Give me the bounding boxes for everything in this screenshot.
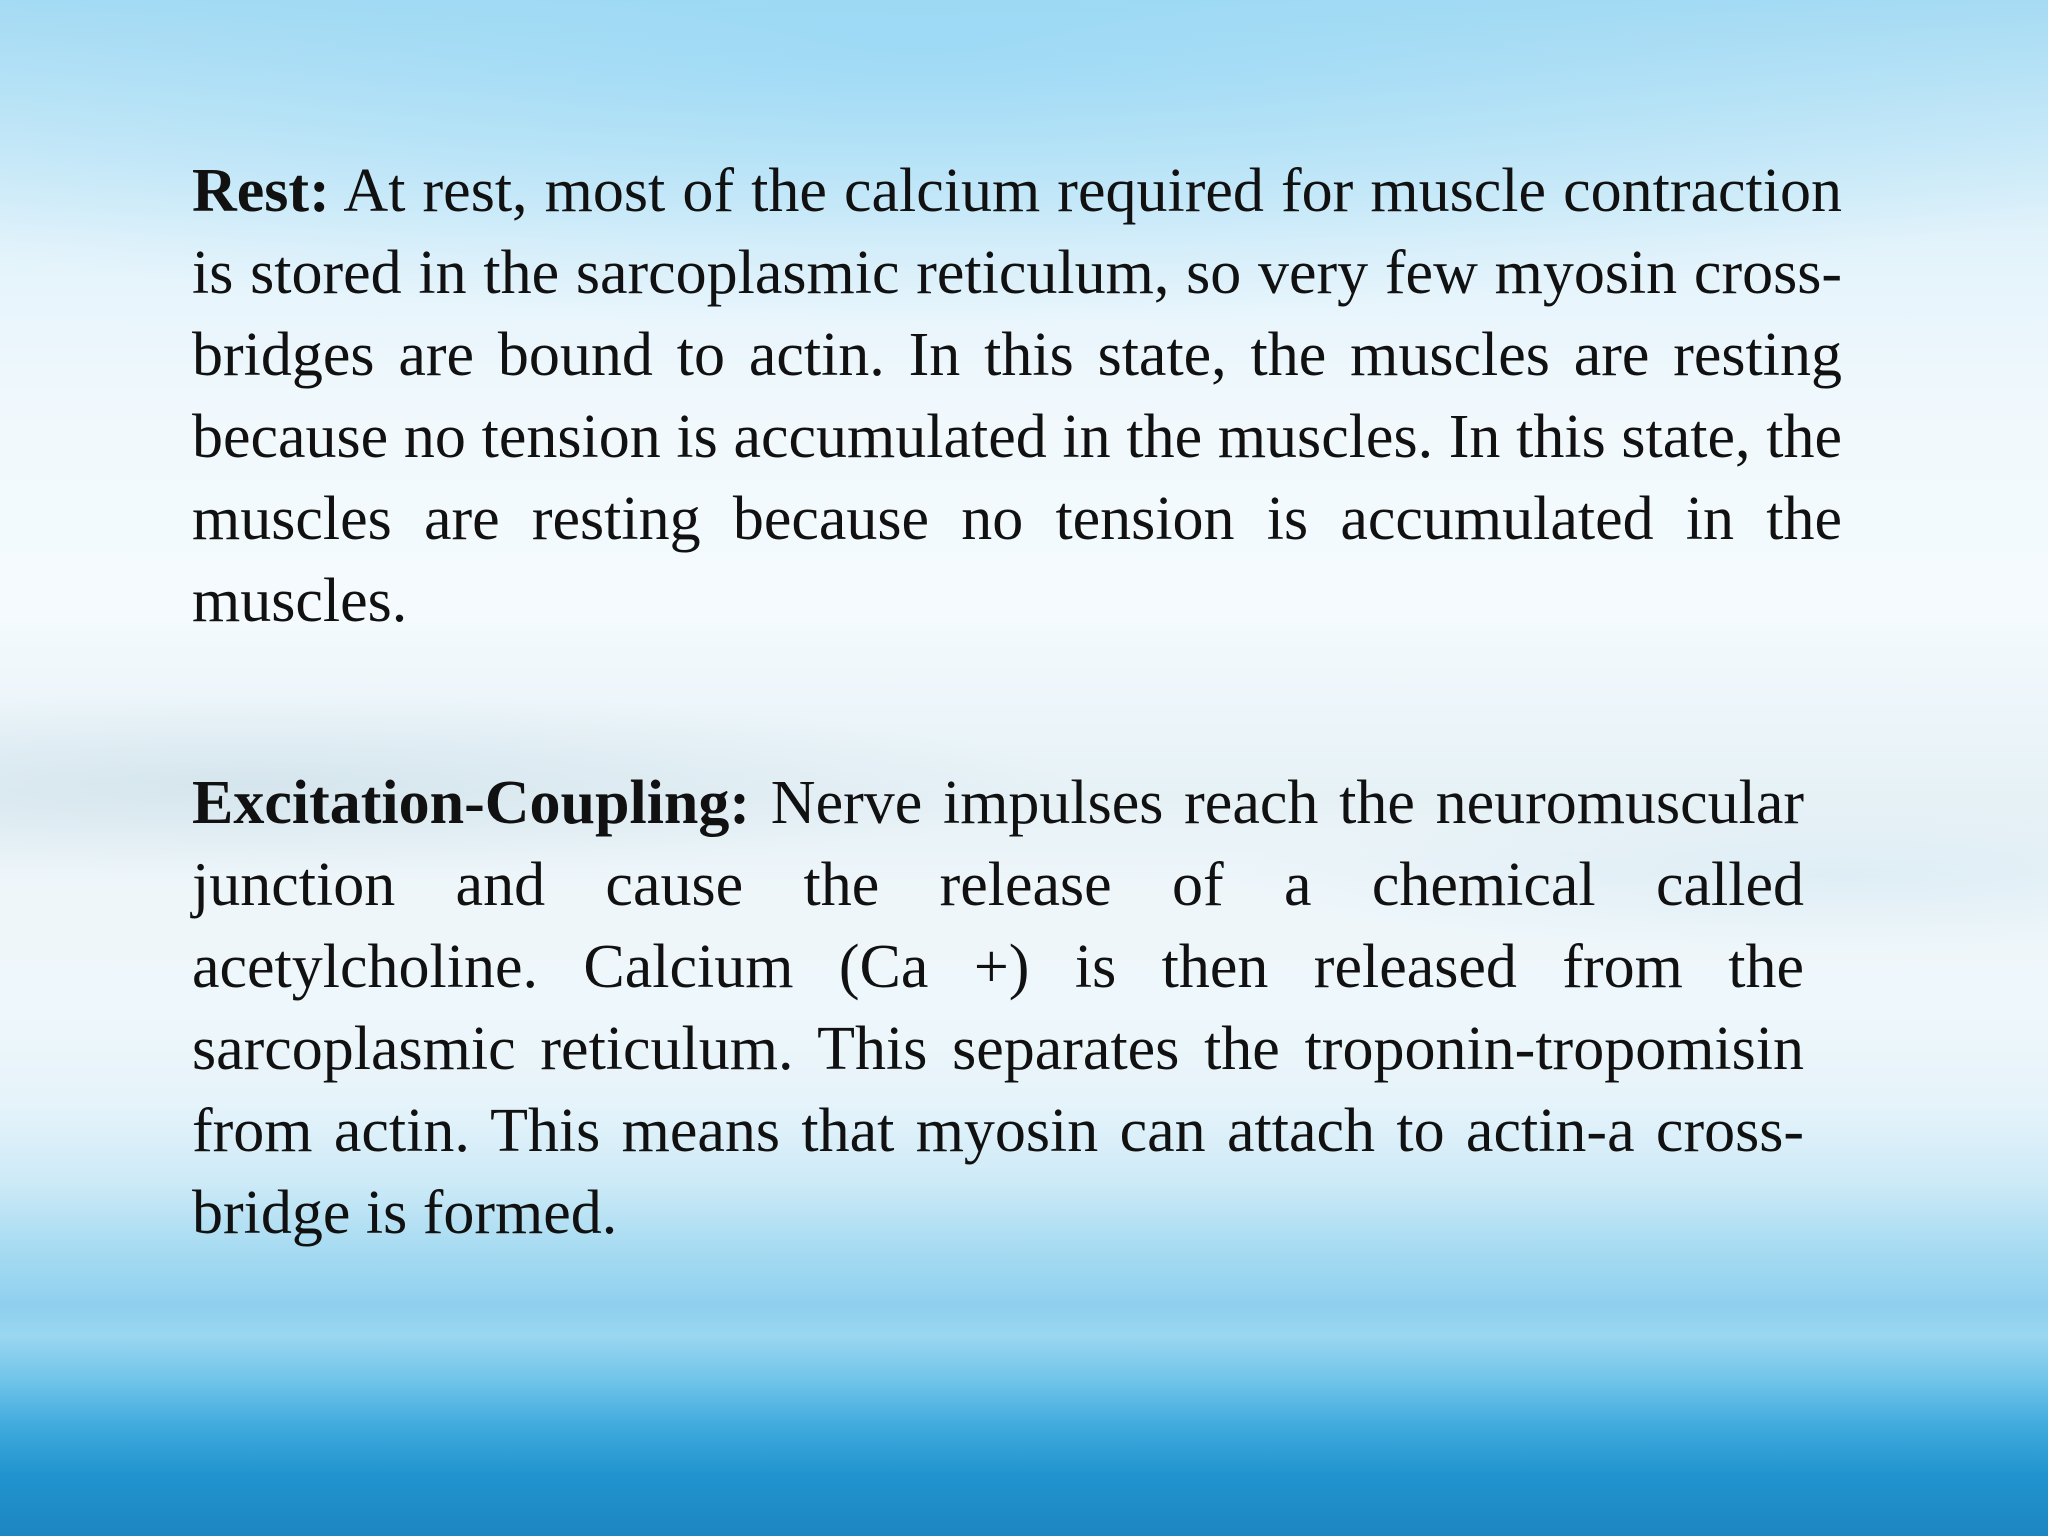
excitation-coupling-body-text: Nerve impulses reach the neuromuscular junction and cause the release of a chemical called acetylcholine. Calcium (Ca +) is then released from the sarcoplasmic reticulum. This separates the troponin-tropomisin from actin. This means that myosin can attach to actin-a cross-bridge is formed. [192,769,1804,1247]
rest-heading: Rest: [192,157,330,225]
excitation-coupling-paragraph [192,762,1804,1254]
excitation-coupling-heading: Excitation-Coupling: [192,769,751,837]
rest-body-text: At rest, most of the calcium required for muscle contraction is stored in the sarcoplasmic reticulum, so very few myosin cross-bridges are bound to actin. In this state, the muscles are resting because no tension is accumulated in the muscles. In this state, the muscles are resting because no tension is accumulated in the muscles. [192,157,1842,635]
rest-paragraph [192,150,1842,642]
